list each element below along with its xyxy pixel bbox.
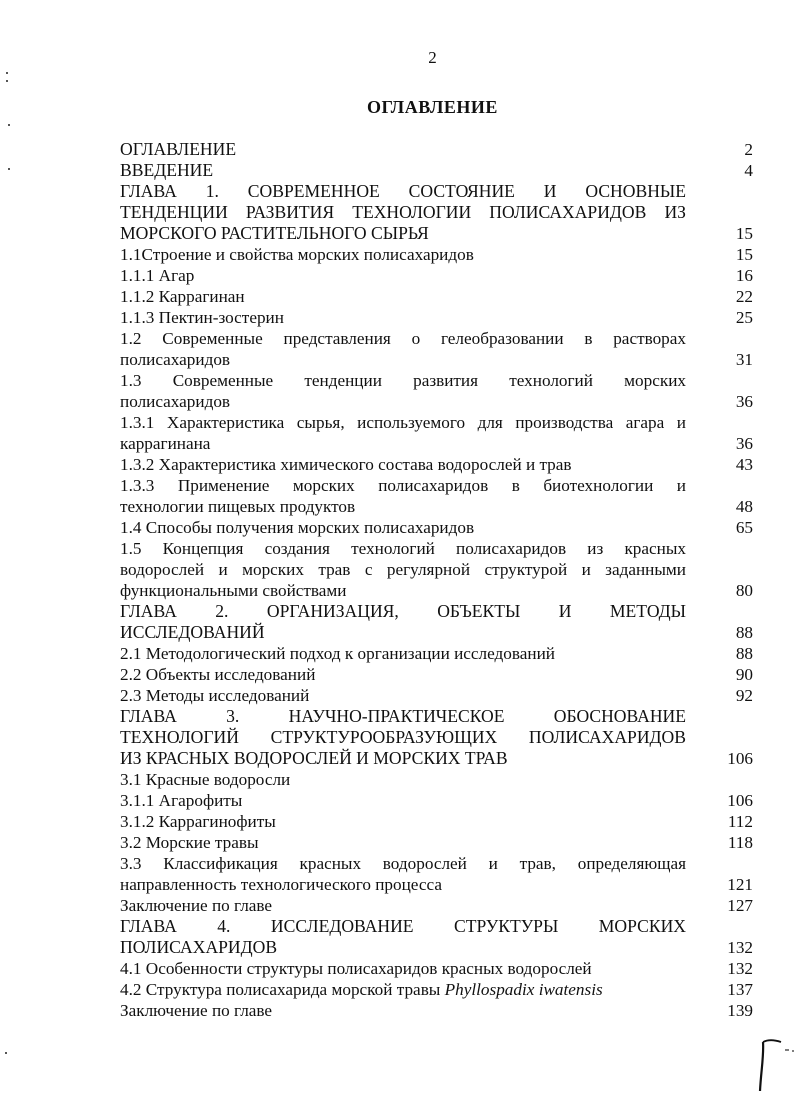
- toc-entry: [120, 664, 755, 685]
- toc-entry-text: 2.2 Объекты исследований: [120, 665, 316, 684]
- toc-entry: [120, 769, 755, 790]
- toc-entry: [120, 685, 755, 706]
- toc-entry-text: водорослей и морских трав с регулярной структурой и заданными: [120, 560, 686, 579]
- toc-page-number: 43: [735, 455, 753, 474]
- toc-entry: [120, 517, 755, 538]
- toc-entry-text: 1.1.3 Пектин-зостерин: [120, 308, 284, 327]
- toc-page-number: 36: [735, 392, 753, 411]
- toc-entry: [120, 832, 755, 853]
- toc-page-number: 22: [735, 287, 753, 306]
- toc-entry: [120, 286, 755, 307]
- toc-entry-text: 4.1 Особенности структуры полисахаридов красных водорослей: [120, 959, 592, 978]
- toc-entry-text: 2.1 Методологический подход к организации исследований: [120, 644, 555, 663]
- toc-entry: [120, 139, 755, 160]
- toc-entry-text: ГЛАВА 1. СОВРЕМЕННОЕ СОСТОЯНИЕ И ОСНОВНЫЕ: [120, 181, 686, 201]
- toc-entry-text: ТЕНДЕНЦИИ РАЗВИТИЯ ТЕХНОЛОГИИ ПОЛИСАХАРИДОВ ИЗ: [120, 202, 686, 222]
- toc-entry-text: полисахаридов: [120, 350, 231, 369]
- toc-entry: [120, 475, 755, 517]
- toc-page-number: 112: [727, 812, 753, 831]
- toc-entry: [120, 412, 755, 454]
- scan-speck: [8, 124, 10, 126]
- toc-entry-text: каррагинана: [120, 434, 211, 453]
- toc-entry: [120, 643, 755, 664]
- toc-entry-text: МОРСКОГО РАСТИТЕЛЬНОГО СЫРЬЯ: [120, 223, 429, 243]
- toc-entry-text: Заключение по главе: [120, 896, 273, 915]
- toc-entry-text: 3.3 Классификация красных водорослей и трав, определяющая: [120, 854, 686, 873]
- toc-page-number: 92: [735, 686, 753, 705]
- toc-entry-text: Заключение по главе: [120, 1001, 273, 1020]
- toc-entry-text: ВВЕДЕНИЕ: [120, 160, 214, 180]
- scan-speck: [6, 72, 8, 74]
- toc-entry: [120, 181, 755, 244]
- handwritten-mark-icon: [755, 1036, 795, 1093]
- toc-entry: [120, 1000, 755, 1021]
- toc-entry-text: 1.3.3 Применение морских полисахаридов в биотехнологии и: [120, 476, 686, 495]
- toc-page-number: 132: [727, 959, 753, 978]
- toc-entry-text: ТЕХНОЛОГИЙ СТРУКТУРООБРАЗУЮЩИХ ПОЛИСАХАРИДОВ: [120, 727, 686, 747]
- toc-entry-text: ОГЛАВЛЕНИЕ: [120, 139, 237, 159]
- toc-page-number: 2: [744, 140, 753, 159]
- toc-entry: [120, 160, 755, 181]
- toc-page-number: 15: [735, 224, 753, 243]
- toc-page-number: 90: [735, 665, 753, 684]
- toc-entry: [120, 454, 755, 475]
- toc-entry-text: 2.3 Методы исследований: [120, 686, 310, 705]
- page-number: 2: [428, 48, 437, 67]
- toc-entry-text: 3.1 Красные водоросли: [120, 770, 291, 789]
- toc-entry: [120, 538, 755, 601]
- toc-entry: [120, 895, 755, 916]
- toc-entry: [120, 811, 755, 832]
- scan-speck: [6, 80, 8, 82]
- toc-entry-text: 1.1Строение и свойства морских полисахаридов: [120, 245, 474, 264]
- toc-page-number: 127: [727, 896, 753, 915]
- toc-entry-text: 1.3 Современные тенденции развития технологий морских: [120, 371, 686, 390]
- toc-page-number: 4: [744, 161, 753, 180]
- toc-entry-text: направленность технологического процесса: [120, 875, 442, 894]
- toc-entry-text: 1.2 Современные представления о гелеобразовании в растворах: [120, 329, 686, 348]
- table-of-contents: [120, 139, 755, 1021]
- toc-page-number: 88: [735, 623, 753, 642]
- toc-entry: [120, 370, 755, 412]
- toc-entry-text: ИЗ КРАСНЫХ ВОДОРОСЛЕЙ И МОРСКИХ ТРАВ: [120, 748, 508, 768]
- toc-page-number: 16: [735, 266, 753, 285]
- toc-entry: [120, 916, 755, 958]
- toc-page-number: 106: [727, 749, 753, 768]
- toc-page-number: 25: [735, 308, 753, 327]
- toc-entry: [120, 601, 755, 643]
- toc-page-number: 132: [727, 938, 753, 957]
- toc-page-number: 15: [735, 245, 753, 264]
- toc-page-number: 31: [735, 350, 753, 369]
- toc-page-number: 139: [727, 1001, 753, 1020]
- toc-entry-text: ГЛАВА 2. ОРГАНИЗАЦИЯ, ОБЪЕКТЫ И МЕТОДЫ: [120, 601, 686, 621]
- toc-entry: [120, 265, 755, 286]
- toc-entry: [120, 307, 755, 328]
- toc-entry-text: 1.1.2 Каррагинан: [120, 287, 245, 306]
- toc-entry: [120, 790, 755, 811]
- toc-page-number: 121: [727, 875, 753, 894]
- toc-entry-text: 3.1.1 Агарофиты: [120, 791, 243, 810]
- toc-entry: [120, 244, 755, 265]
- page-title: ОГЛАВЛЕНИЕ: [367, 97, 498, 117]
- toc-entry-text: 1.1.1 Агар: [120, 266, 195, 285]
- toc-entry-text: ПОЛИСАХАРИДОВ: [120, 937, 278, 957]
- toc-entry-text: технологии пищевых продуктов: [120, 497, 356, 516]
- toc-entry-text: ГЛАВА 3. НАУЧНО-ПРАКТИЧЕСКОЕ ОБОСНОВАНИЕ: [120, 706, 686, 726]
- toc-page-number: 88: [735, 644, 753, 663]
- toc-page-number: 137: [727, 980, 753, 999]
- toc-page-number: 106: [727, 791, 753, 810]
- toc-entry: [120, 328, 755, 370]
- toc-entry-text: 3.2 Морские травы: [120, 833, 259, 852]
- toc-entry: [120, 853, 755, 895]
- toc-entry-text: 1.3.2 Характеристика химического состава водорослей и трав: [120, 455, 572, 474]
- toc-page-number: 36: [735, 434, 753, 453]
- toc-entry-text: ГЛАВА 4. ИССЛЕДОВАНИЕ СТРУКТУРЫ МОРСКИХ: [120, 916, 686, 936]
- toc-entry-text: 1.5 Концепция создания технологий полисахаридов из красных: [120, 539, 686, 558]
- scan-speck: [5, 1052, 7, 1054]
- scan-speck: [8, 168, 10, 170]
- toc-page-number: 65: [735, 518, 753, 537]
- toc-entry: [120, 958, 755, 979]
- toc-entry: [120, 706, 755, 769]
- toc-entry: [120, 979, 755, 1000]
- toc-entry-text: 1.3.1 Характеристика сырья, используемого для производства агара и: [120, 413, 686, 432]
- toc-entry-text: ИССЛЕДОВАНИЙ: [120, 622, 265, 642]
- toc-page-number: 80: [735, 581, 753, 600]
- toc-entry-text: 4.2 Структура полисахарида морской травы Phyllospadix iwatensis: [120, 980, 603, 999]
- toc-entry-text: функциональными свойствами: [120, 581, 347, 600]
- toc-entry-text: полисахаридов: [120, 392, 231, 411]
- toc-entry-text: 3.1.2 Каррагинофиты: [120, 812, 276, 831]
- toc-page-number: 118: [727, 833, 753, 852]
- toc-page-number: 48: [735, 497, 753, 516]
- toc-entry-text: 1.4 Способы получения морских полисахаридов: [120, 518, 475, 537]
